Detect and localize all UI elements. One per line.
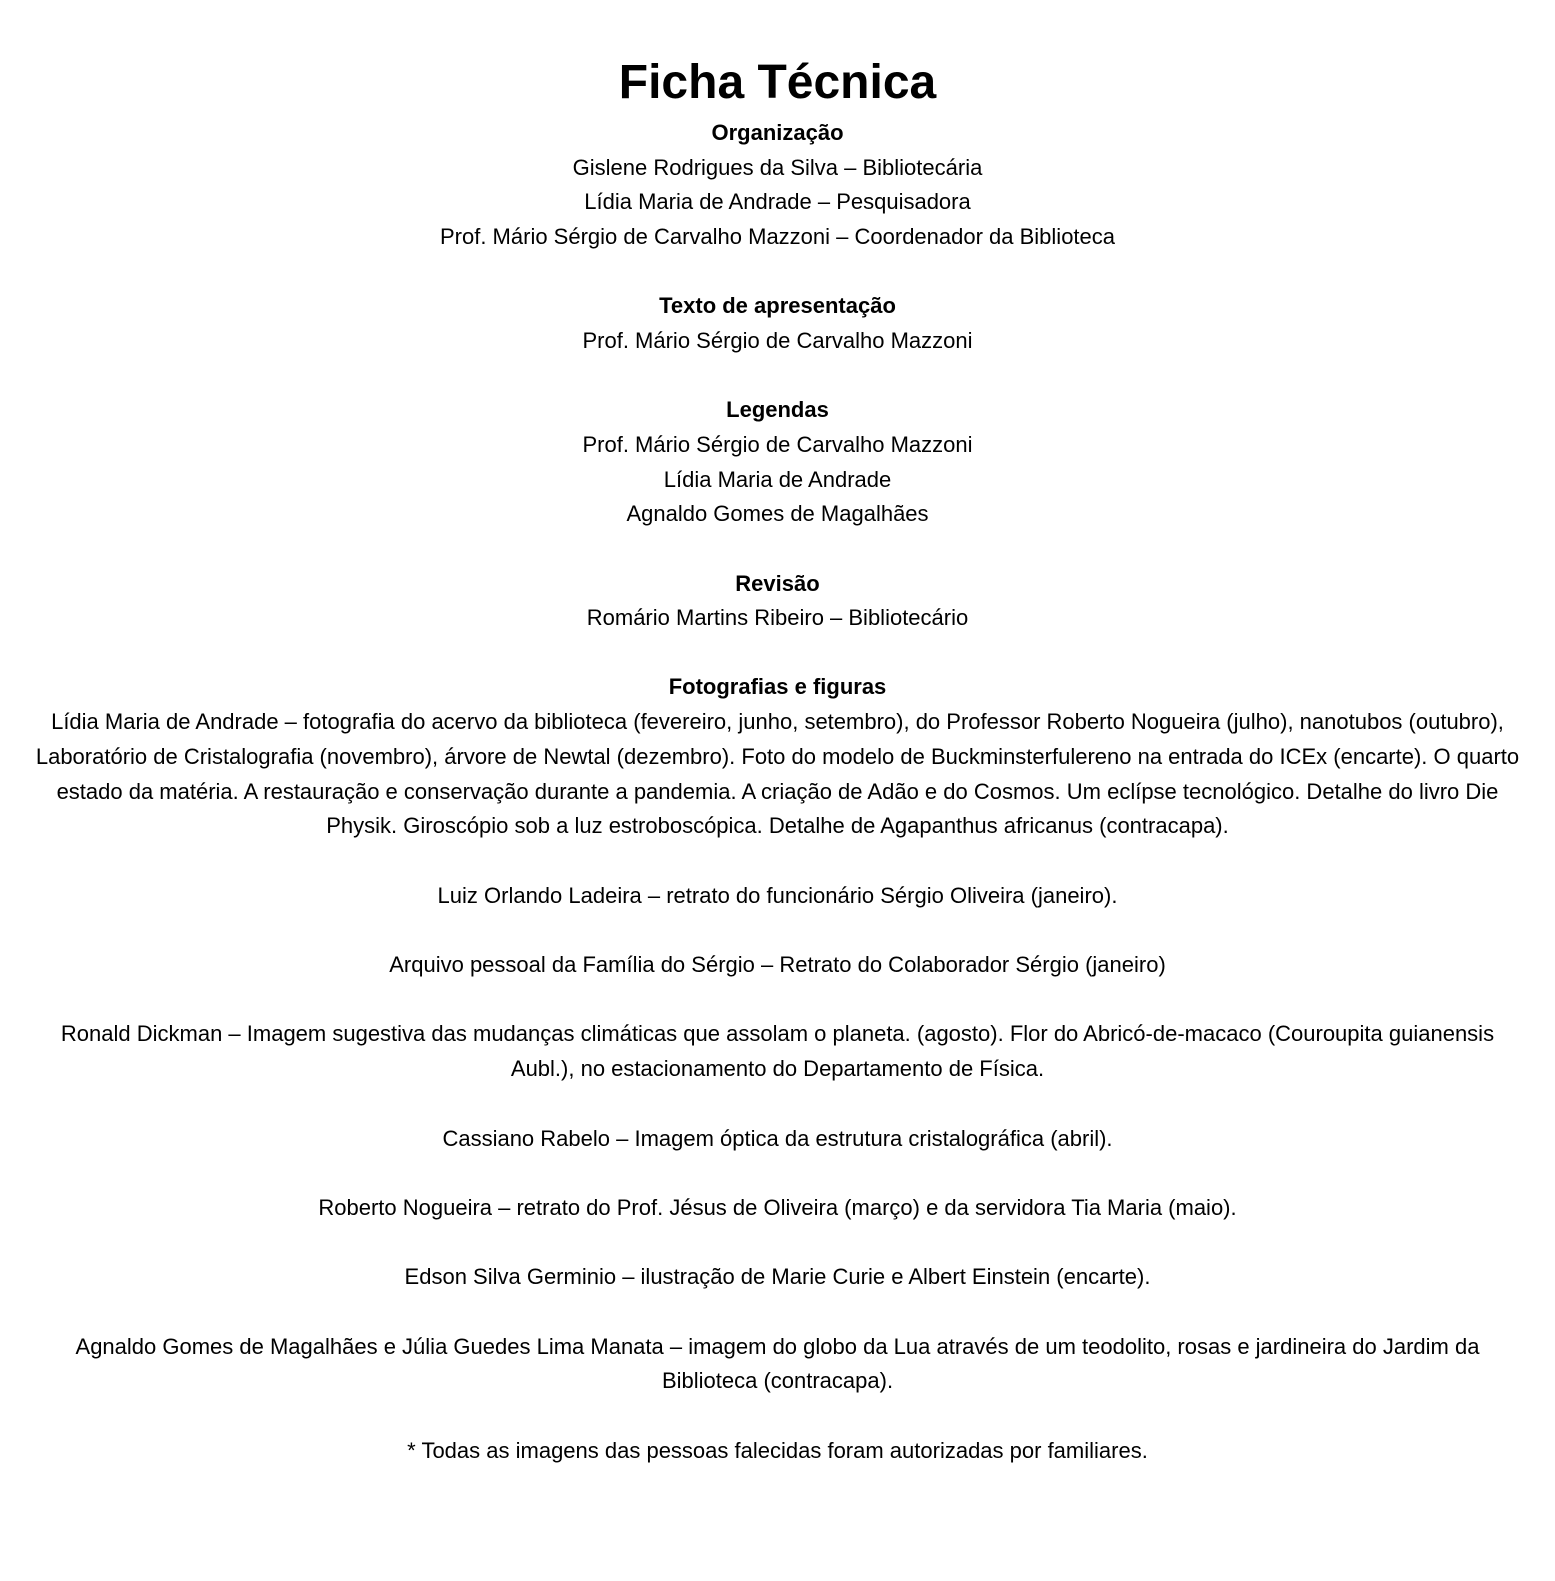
credit-line: Lídia Maria de Andrade – Pesquisadora: [584, 189, 971, 215]
credit-line: Prof. Mário Sérgio de Carvalho Mazzoni: [582, 431, 973, 457]
section-heading-revisao: Revisão: [735, 570, 820, 596]
section-heading-texto-apresentacao: Texto de apresentação: [659, 293, 896, 319]
section-texto-apresentacao: [28, 289, 1527, 358]
section-fotografias: [28, 670, 1527, 1468]
credit-line: Gislene Rodrigues da Silva – Bibliotecária: [572, 154, 983, 180]
section-heading-organizacao: Organização: [711, 120, 844, 145]
credit-line: Prof. Mário Sérgio de Carvalho Mazzoni – Coordenador da Biblioteca: [439, 224, 1116, 250]
credit-line: Prof. Mário Sérgio de Carvalho Mazzoni: [582, 328, 973, 354]
section-organizacao: [28, 116, 1527, 255]
credit-line: Romário Martins Ribeiro – Bibliotecário: [586, 605, 969, 631]
section-heading-fotografias: Fotografias e figuras: [668, 674, 887, 700]
section-heading-legendas: Legendas: [726, 397, 829, 423]
photo-credit-paragraph: Cassiano Rabelo – Imagem óptica da estrutura cristalográfica (abril).: [442, 1125, 1113, 1151]
page-title: Ficha Técnica: [618, 56, 937, 109]
photo-credit-paragraph: Ronald Dickman – Imagem sugestiva das mudanças climáticas que assolam o planeta. (agosto). Flor do Abricó-de-macaco (Couroupita guianensis Aubl.), no estacionamento do Departamento de Física.: [60, 1021, 1495, 1082]
footnote: * Todas as imagens das pessoas falecidas foram autorizadas por familiares.: [407, 1437, 1148, 1463]
section-legendas: [28, 393, 1527, 532]
photo-credit-paragraph: Roberto Nogueira – retrato do Prof. Jésus de Oliveira (março) e da servidora Tia Maria (maio).: [318, 1194, 1237, 1220]
photo-credit-paragraph: Arquivo pessoal da Família do Sérgio – Retrato do Colaborador Sérgio (janeiro): [389, 952, 1166, 978]
photo-credit-paragraph: Agnaldo Gomes de Magalhães e Júlia Guedes Lima Manata – imagem do globo da Lua através de um teodolito, rosas e jardineira do Jardim da Biblioteca (contracapa).: [75, 1333, 1480, 1394]
credit-line: Lídia Maria de Andrade: [663, 466, 892, 492]
credit-line: Agnaldo Gomes de Magalhães: [626, 501, 929, 527]
photo-credit-paragraph: Lídia Maria de Andrade – fotografia do acervo da biblioteca (fevereiro, junho, setembro), do Professor Roberto Nogueira (julho), nanotubos (outubro), Laboratório de Cristalografia (novembro), árvore de Newtal (dezembro). Foto do modelo de Buckminsterfulereno na entrada do ICEx (encarte). O quarto estado da matéria. A restauração e conservação durante a pandemia. A criação de Adão e do Cosmos. Um eclípse tecnológico. Detalhe do livro Die Physik. Giroscópio sob a luz estroboscópica. Detalhe de Agapanthus africanus (contracapa).: [35, 709, 1520, 839]
photo-credit-paragraph: Luiz Orlando Ladeira – retrato do funcionário Sérgio Oliveira (janeiro).: [437, 882, 1118, 908]
section-revisao: [28, 567, 1527, 636]
photo-credit-paragraph: Edson Silva Germinio – ilustração de Marie Curie e Albert Einstein (encarte).: [404, 1264, 1151, 1290]
